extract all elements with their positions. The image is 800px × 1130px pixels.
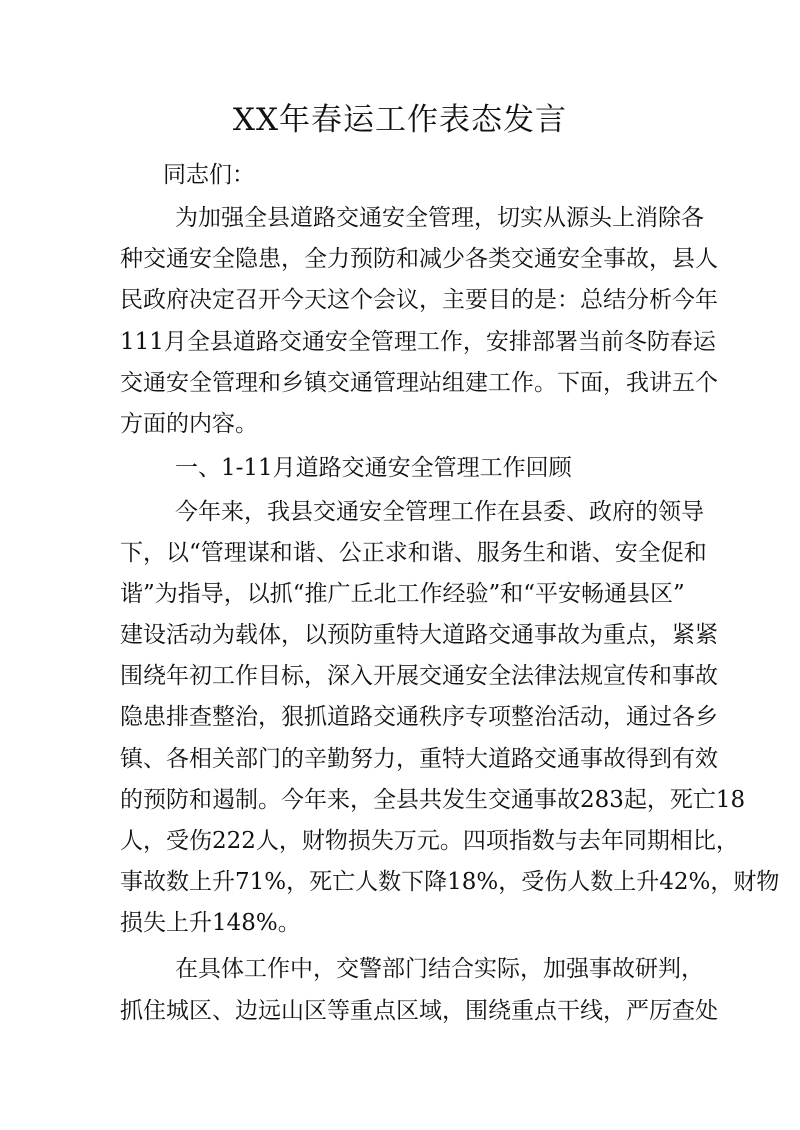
paragraph-line: 在具体工作中，交警部门结合实际，加强事故研判， xyxy=(175,956,704,982)
paragraph-line: 的预防和遏制。今年来，全县共发生交通事故283起，死亡18 xyxy=(120,787,746,813)
paragraph-line: 谐”为指导，以抓“推广丘北工作经验”和“平安畅通县区” xyxy=(120,581,685,607)
paragraph-line: 为加强全县道路交通安全管理，切实从源头上消除各 xyxy=(175,205,704,231)
paragraph-line: 围绕年初工作目标，深入开展交通安全法律法规宣传和事故 xyxy=(120,663,718,689)
paragraph-line: 隐患排查整治，狠抓道路交通秩序专项整治活动，通过各乡 xyxy=(120,704,718,730)
paragraph-line: 镇、各相关部门的辛勤努力，重特大道路交通事故得到有效 xyxy=(120,746,718,772)
paragraph-line: 111月全县道路交通安全管理工作，安排部署当前冬防春运 xyxy=(120,329,716,355)
paragraph-line: 交通安全管理和乡镇交通管理站组建工作。下面，我讲五个 xyxy=(120,370,718,396)
paragraph-line: 民政府决定召开今天这个会议，主要目的是：总结分析今年 xyxy=(120,287,718,313)
paragraph-line: 损失上升148%。 xyxy=(120,910,301,936)
salutation: 同志们： xyxy=(163,162,255,188)
paragraph-line: 今年来，我县交通安全管理工作在县委、政府的领导 xyxy=(175,499,704,525)
section-heading: 一、1-11月道路交通安全管理工作回顾 xyxy=(175,455,572,481)
paragraph-line: 种交通安全隐患，全力预防和减少各类交通安全事故，县人 xyxy=(120,246,718,272)
paragraph-line: 人，受伤222人，财物损失万元。四项指数与去年同期相比， xyxy=(120,828,739,854)
paragraph-line: 事故数上升71%，死亡人数下降18%，受伤人数上升42%，财物 xyxy=(120,869,780,895)
document-title: XX年春运工作表态发言 xyxy=(232,102,568,138)
paragraph-line: 建设活动为载体，以预防重特大道路交通事故为重点，紧紧 xyxy=(120,622,718,648)
paragraph-line: 抓住城区、边远山区等重点区域，围绕重点干线，严厉查处 xyxy=(120,998,718,1024)
paragraph-line: 方面的内容。 xyxy=(120,411,258,437)
paragraph-line: 下，以“管理谋和谐、公正求和谐、服务生和谐、安全促和 xyxy=(120,540,707,566)
